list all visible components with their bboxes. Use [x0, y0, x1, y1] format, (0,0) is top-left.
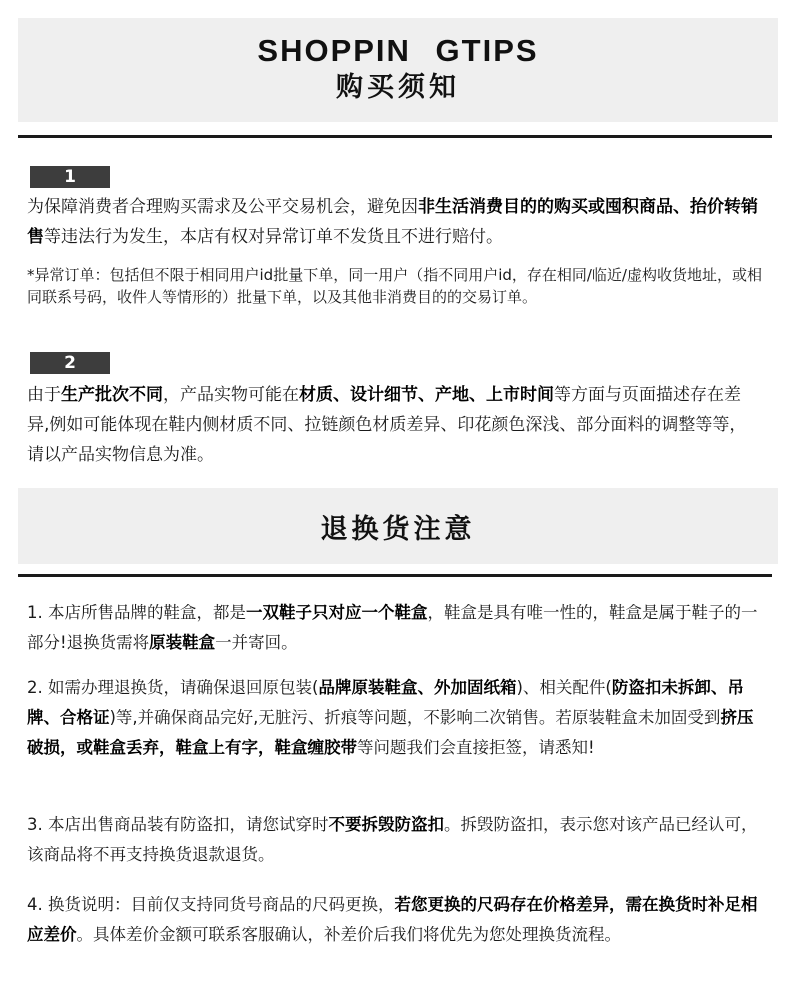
return-item-2-text-c: )、相关配件(	[516, 678, 612, 697]
section-1-paragraph	[27, 192, 763, 252]
return-item-3-text-c: 。拆毁防盗扣，表示您对该产品已经认可，该商品将不再支持换货退款退货。	[27, 815, 758, 864]
return-item-2-text-a: 2. 如需办理退换货，请确保退回原包装(	[27, 678, 319, 697]
abnormal-order-note: *异常订单：包括但不限于相同用户id批量下单，同一用户（指不同用户id，存在相同/临近/虚构收货地址，或相同联系号码，收件人等情形的）批量下单，以及其他非消费目的的交易订单。	[27, 266, 762, 306]
section-2-paragraph	[27, 380, 763, 470]
return-item-4-text-a: 4. 换货说明：目前仅支持同货号商品的尺码更换，	[27, 895, 395, 914]
return-item-1-emphasis-b: 原装鞋盒	[149, 633, 216, 652]
section-2-emphasis-details: 材质、设计细节、产地、上市时间	[299, 385, 554, 405]
return-item-1-text-e: 一并寄回。	[215, 633, 298, 652]
return-item-4-text-c: 。具体差价金额可联系客服确认，补差价后我们将优先为您处理换货流程。	[76, 925, 621, 944]
header-divider	[18, 135, 772, 138]
return-item-2-emphasis-a: 品牌原装鞋盒、外加固纸箱	[318, 678, 517, 697]
return-item-1-emphasis-a: 一双鞋子只对应一个鞋盒	[246, 603, 428, 622]
header-banner	[18, 18, 778, 122]
return-item-1-text-c: ，鞋盒是具有唯一性的，鞋盒是属于鞋子的一部分!退换货需将	[27, 603, 758, 652]
return-item-2-text-e: )等,并确保商品完好,无脏污、折痕等问题，不影响二次销售。若原装鞋盒未加固受到	[109, 708, 721, 727]
section-2-text-c: ，产品实物可能在	[163, 385, 299, 405]
section-2-text-e: 等方面与页面描述存在差异,例如可能体现在鞋内侧材质不同、拉链颜色材质差异、印花颜色深浅、部分面料的调整等等，请以产品实物信息为准。	[27, 385, 747, 465]
section-1-emphasis: 非生活消费目的的购买或囤积商品、抬价转销售	[27, 197, 758, 247]
header-title-en: SHOPPIN GTIPS	[257, 33, 539, 68]
returns-divider	[18, 574, 772, 577]
section-1-badge: 1	[30, 166, 110, 188]
return-item-2-emphasis-b: 防盗扣未拆卸、吊牌、合格证	[27, 678, 744, 727]
return-item-1	[27, 598, 763, 658]
return-item-2-emphasis-c: 挤压破损，或鞋盒丢弃，鞋盒上有字，鞋盒缠胶带	[27, 708, 754, 757]
return-item-4	[27, 890, 763, 950]
return-item-3-text-a: 3. 本店出售商品装有防盗扣，请您试穿时	[27, 815, 329, 834]
header-title-cn: 购买须知	[336, 72, 460, 103]
return-item-2	[27, 673, 763, 763]
section-2-emphasis-batch: 生产批次不同	[61, 385, 163, 405]
section-1-text-a: 为保障消费者合理购买需求及公平交易机会，避免因	[27, 197, 418, 217]
section-1-text-c: 等违法行为发生，本店有权对异常订单不发货且不进行赔付。	[44, 227, 503, 247]
returns-banner	[18, 488, 778, 564]
section-2-text-a: 由于	[27, 385, 61, 405]
return-item-3	[27, 810, 763, 870]
return-item-4-emphasis: 若您更换的尺码存在价格差异，需在换货时补足相应差价	[27, 895, 758, 944]
section-2-badge: 2	[30, 352, 110, 374]
return-item-2-text-g: 等问题我们会直接拒签，请悉知!	[357, 738, 595, 757]
return-item-3-emphasis: 不要拆毁防盗扣	[328, 815, 444, 834]
returns-title: 退换货注意	[320, 513, 476, 545]
return-item-1-text-a: 1. 本店所售品牌的鞋盒，都是	[27, 603, 246, 622]
